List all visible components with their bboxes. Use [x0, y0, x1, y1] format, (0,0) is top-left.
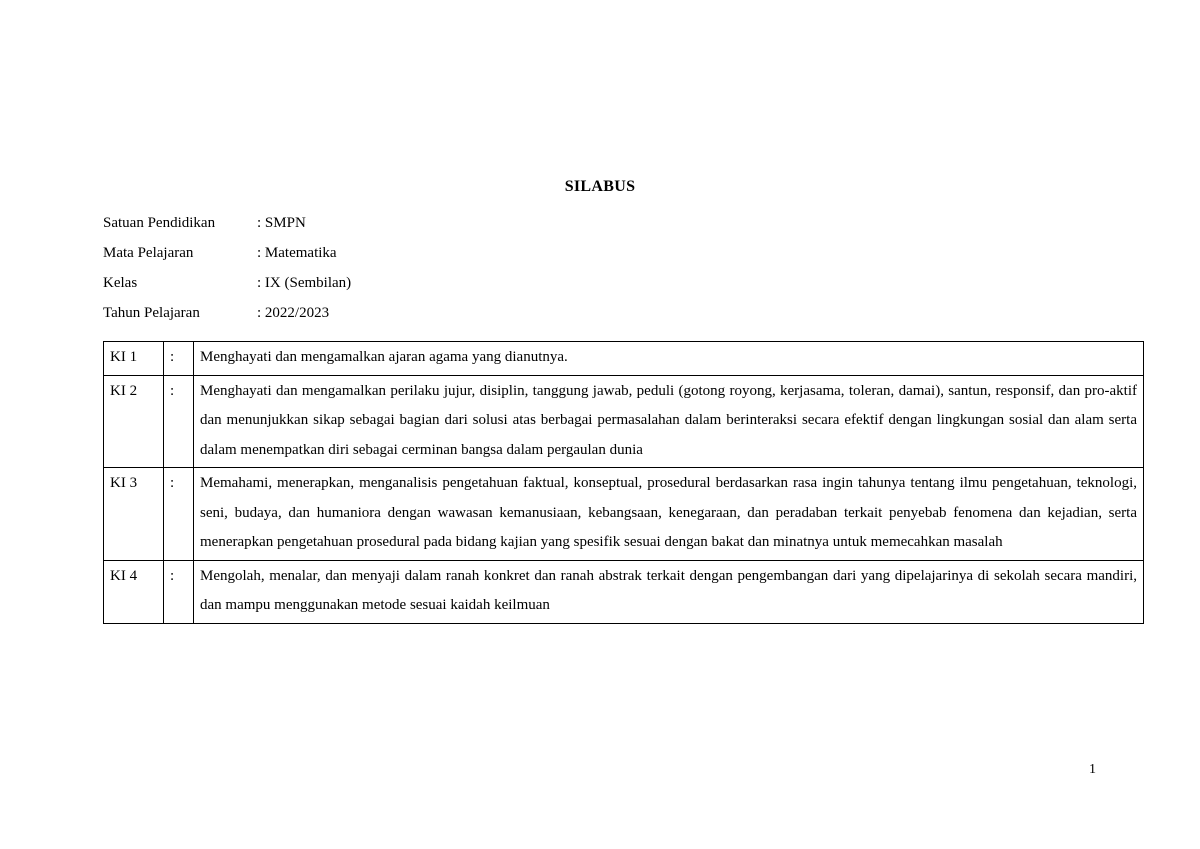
info-label: Satuan Pendidikan	[103, 215, 216, 231]
page-number: 1	[1089, 762, 1096, 777]
ki-description: Mengolah, menalar, dan menyaji dalam ranah konkret dan ranah abstrak terkait dengan pengembangan dari yang dipelajarinya di sekolah secara mandiri, dan mampu menggunakan metode sesuai kaidah keilmuan	[194, 560, 1144, 623]
info-row-mata-pelajaran	[103, 241, 351, 271]
info-label: Mata Pelajaran	[103, 245, 194, 261]
info-value: : Matematika	[257, 245, 337, 261]
table-row-ki-1	[104, 342, 1144, 376]
ki-description: Menghayati dan mengamalkan ajaran agama yang dianutnya.	[194, 342, 1144, 376]
info-value: : 2022/2023	[257, 305, 330, 321]
ki-code: KI 3	[104, 468, 164, 561]
info-label: Kelas	[103, 275, 138, 291]
ki-code: KI 1	[104, 342, 164, 376]
ki-separator: :	[164, 375, 194, 468]
info-label: Tahun Pelajaran	[103, 305, 200, 321]
info-row-satuan-pendidikan	[103, 211, 351, 241]
info-value: : IX (Sembilan)	[257, 275, 352, 291]
document-info	[103, 211, 351, 331]
table-row-ki-4	[104, 560, 1144, 623]
info-row-tahun-pelajaran	[103, 301, 351, 331]
info-row-kelas	[103, 271, 351, 301]
page-title: SILABUS	[564, 178, 636, 195]
ki-code: KI 2	[104, 375, 164, 468]
info-value: : SMPN	[257, 215, 306, 231]
table-row-ki-3	[104, 468, 1144, 561]
table-row-ki-2	[104, 375, 1144, 468]
ki-description: Menghayati dan mengamalkan perilaku jujur, disiplin, tanggung jawab, peduli (gotong royong, kerjasama, toleran, damai), santun, responsif, dan pro-aktif dan menunjukkan sikap sebagai bagian dari solusi atas berbagai permasalahan dalam berinteraksi secara efektif dengan lingkungan sosial dan alam serta dalam menempatkan diri sebagai cerminan bangsa dalam pergaulan dunia	[194, 375, 1144, 468]
ki-separator: :	[164, 468, 194, 561]
kompetensi-inti-table	[103, 341, 1144, 624]
ki-separator: :	[164, 560, 194, 623]
ki-separator: :	[164, 342, 194, 376]
ki-description: Memahami, menerapkan, menganalisis pengetahuan faktual, konseptual, prosedural berdasarkan rasa ingin tahunya tentang ilmu pengetahuan, teknologi, seni, budaya, dan humaniora dengan wawasan kemanusiaan, kebangsaan, kenegaraan, dan peradaban terkait penyebab fenomena dan kejadian, serta menerapkan pengetahuan prosedural pada bidang kajian yang spesifik sesuai dengan bakat dan minatnya untuk memecahkan masalah	[194, 468, 1144, 561]
ki-code: KI 4	[104, 560, 164, 623]
